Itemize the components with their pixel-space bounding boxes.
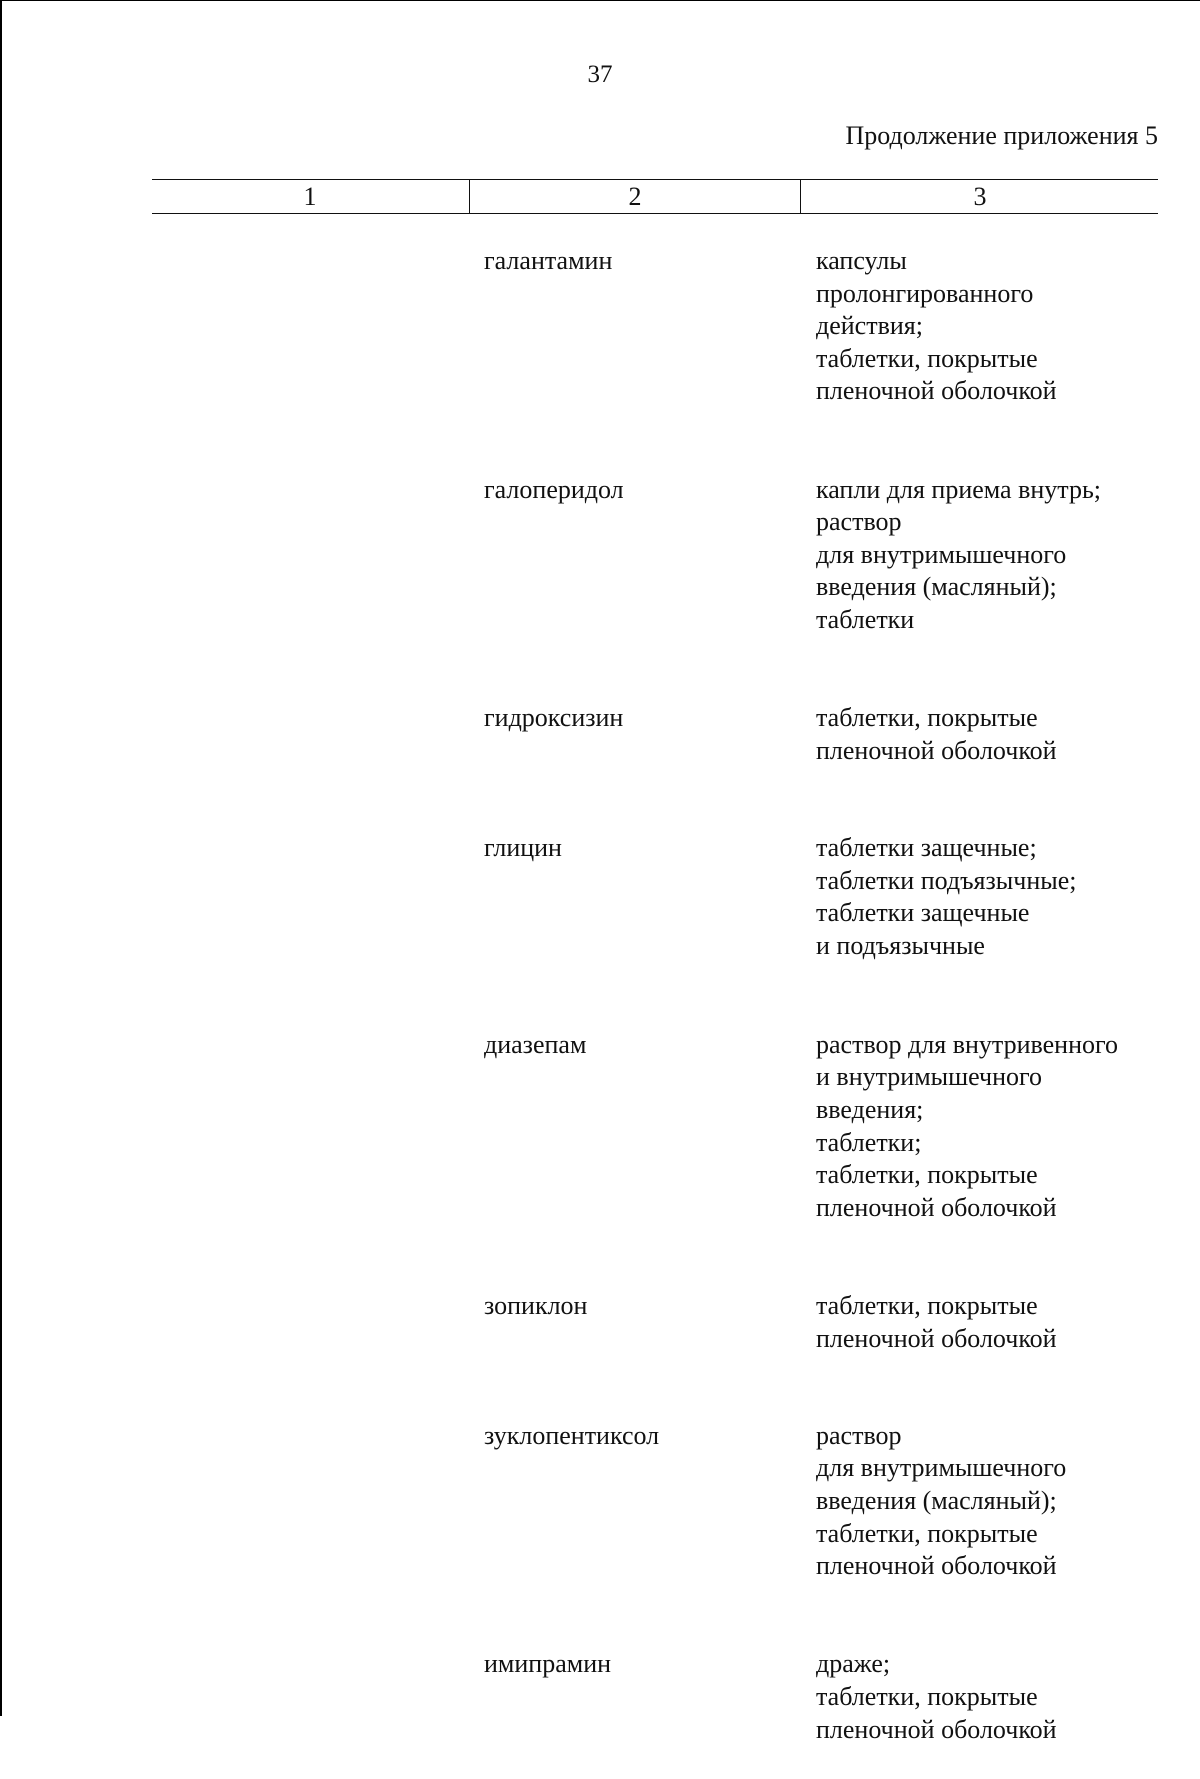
dosage-form-line: таблетки [816, 604, 915, 634]
dosage-forms [816, 832, 1184, 962]
dosage-forms [816, 1290, 1184, 1355]
dosage-forms [816, 245, 1184, 408]
dosage-form-line: введения (масляный); [816, 1486, 1057, 1515]
table-row [484, 832, 1184, 962]
drug-name: зуклопентиксол [484, 1420, 660, 1450]
dosage-form-line: пленочной оболочкой [816, 1551, 1057, 1581]
dosage-form-line: таблетки, покрытые [816, 703, 1038, 733]
drug-name: имипрамин [484, 1649, 612, 1679]
table-row [484, 1648, 1184, 1746]
table-row [484, 245, 1184, 408]
dosage-form-line: пленочной оболочкой [816, 1323, 1057, 1353]
dosage-form-line: и подъязычные [816, 930, 985, 960]
dosage-form-line: таблетки, покрытые [816, 1681, 1038, 1711]
scan-edge-top [0, 0, 1200, 1]
dosage-form-line: пленочной оболочкой [816, 1192, 1057, 1222]
dosage-form-line: таблетки защечные; [816, 832, 1037, 862]
table-row [484, 1290, 1184, 1355]
column-header-2: 2 [469, 180, 800, 213]
dosage-forms [816, 1420, 1184, 1583]
table-row [484, 1029, 1184, 1225]
dosage-form-line: таблетки, покрытые [816, 1160, 1038, 1190]
dosage-form-line: пленочной оболочкой [816, 376, 1057, 406]
drug-name: зопиклон [484, 1291, 588, 1321]
dosage-form-line: драже; [816, 1649, 891, 1679]
dosage-form-line: пленочной оболочкой [816, 735, 1057, 765]
dosage-form-line: введения (масляный); [816, 572, 1057, 602]
dosage-form-line: таблетки; [816, 1127, 922, 1157]
dosage-form-line: таблетки защечные [816, 898, 1030, 928]
dosage-form-line: таблетки, покрытые [816, 1291, 1038, 1321]
dosage-form-line: капли для приема внутрь; [816, 474, 1102, 504]
dosage-form-line: для внутримышечного [816, 539, 1067, 569]
column-header-1: 1 [303, 182, 317, 211]
dosage-form-line: введения; [816, 1095, 924, 1125]
table-row [484, 702, 1184, 767]
dosage-form-line: таблетки, покрытые [816, 343, 1038, 373]
table-body [484, 245, 1184, 1779]
drug-name: гидроксизин [484, 703, 624, 733]
dosage-form-line: таблетки, покрытые [816, 1518, 1038, 1548]
dosage-form-line: раствор [816, 507, 902, 537]
dosage-forms [816, 702, 1184, 767]
dosage-forms [816, 1648, 1184, 1746]
continuation-label: Продолжение приложения 5 [845, 121, 1158, 150]
drug-name: галантамин [484, 246, 613, 275]
dosage-form-line: раствор для внутривенного [816, 1029, 1118, 1059]
table-row [484, 474, 1184, 637]
table-row [484, 1420, 1184, 1583]
page-number: 37 [587, 61, 613, 88]
dosage-form-line: для внутримышечного [816, 1453, 1067, 1483]
drug-name: глицин [484, 832, 562, 862]
column-header-3: 3 [800, 180, 1159, 213]
dosage-form-line: таблетки подъязычные; [816, 865, 1077, 895]
dosage-form-line: и внутримышечного [816, 1062, 1043, 1092]
dosage-form-line: пролонгированного [816, 278, 1034, 308]
dosage-form-line: пленочной оболочкой [816, 1714, 1057, 1744]
dosage-form-line: раствор [816, 1420, 902, 1450]
scan-edge-left [0, 0, 2, 1716]
dosage-forms [816, 1029, 1184, 1225]
dosage-form-line: действия; [816, 311, 923, 341]
drug-name: галоперидол [484, 474, 624, 504]
table-header [152, 179, 1158, 214]
drug-name: диазепам [484, 1029, 587, 1059]
dosage-forms [816, 474, 1184, 637]
dosage-form-line: капсулы [816, 246, 907, 275]
